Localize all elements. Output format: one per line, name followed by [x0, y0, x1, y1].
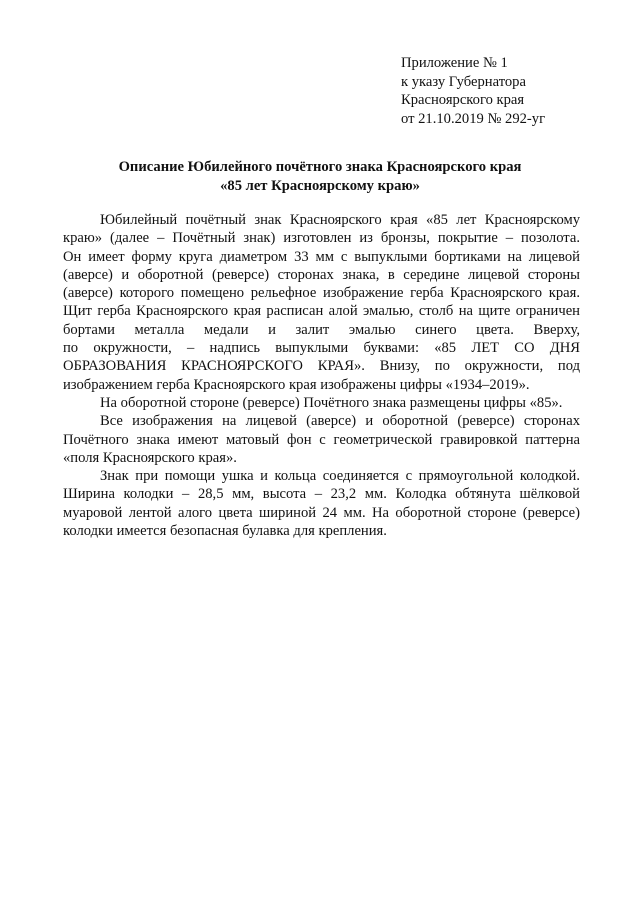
- body-line: Все изображения на лицевой (аверсе) и оборотной (реверсе) сторонах: [100, 413, 580, 430]
- appendix-line-3: Красноярского края: [401, 92, 525, 108]
- paragraph-4: [63, 467, 580, 540]
- body-line: муаровой лентой алого цвета шириной 24 мм. На оборотной стороне (реверсе): [63, 504, 580, 521]
- body-line: «поля Красноярского края».: [63, 449, 237, 466]
- body-line: Почётного знака имеют матовый фон с геометрической гравировкой паттерна: [63, 431, 580, 448]
- body-line: Ширина колодки – 28,5 мм, высота – 23,2 мм. Колодка обтянута шёлковой: [63, 486, 580, 503]
- body-line: бортами металла медали и залит эмалью синего цвета. Вверху,: [63, 321, 580, 338]
- body-line: Юбилейный почётный знак Красноярского края «85 лет Красноярскому: [100, 212, 580, 228]
- paragraph-1: [63, 211, 580, 394]
- appendix-line-4: от 21.10.2019 № 292-уг: [401, 110, 546, 127]
- title-line-1: Описание Юбилейного почётного знака Красноярского края: [118, 159, 522, 175]
- body-line: по окружности, – надпись выпуклыми буквами: «85 ЛЕТ СО ДНЯ: [63, 340, 580, 357]
- document-body: [63, 211, 580, 540]
- body-line: Знак при помощи ушка и кольца соединяется с прямоугольной колодкой.: [100, 468, 580, 485]
- body-line: (аверсе) которого помещено рельефное изображение герба Красноярского края.: [63, 285, 580, 302]
- body-line: краю» (далее – Почётный знак) изготовлен из бронзы, покрытие – позолота.: [63, 230, 580, 247]
- body-line: изображением герба Красноярского края изображены цифры «1934–2019».: [63, 376, 530, 393]
- document-title: [60, 158, 580, 196]
- paragraph-3: [63, 412, 580, 467]
- body-line: На оборотной стороне (реверсе) Почётного знака размещены цифры «85».: [100, 394, 563, 411]
- title-line-2: «85 лет Красноярскому краю»: [220, 178, 420, 194]
- body-line: колодки имеется безопасная булавка для крепления.: [63, 523, 387, 540]
- appendix-line-2: к указу Губернатора: [401, 73, 526, 90]
- appendix-block: [401, 54, 601, 128]
- body-line: (аверсе) и оборотной (реверсе) сторонах знака, в середине лицевой стороны: [63, 266, 580, 283]
- body-line: Щит герба Красноярского края расписан алой эмалью, столб на щите ограничен: [63, 303, 580, 320]
- body-line: Он имеет форму круга диаметром 33 мм с выпуклыми бортиками на лицевой: [63, 248, 580, 265]
- body-line: ОБРАЗОВАНИЯ КРАСНОЯРСКОГО КРАЯ». Внизу, по окружности, под: [63, 358, 580, 375]
- appendix-line-1: Приложение № 1: [401, 55, 508, 71]
- paragraph-2: [63, 394, 580, 412]
